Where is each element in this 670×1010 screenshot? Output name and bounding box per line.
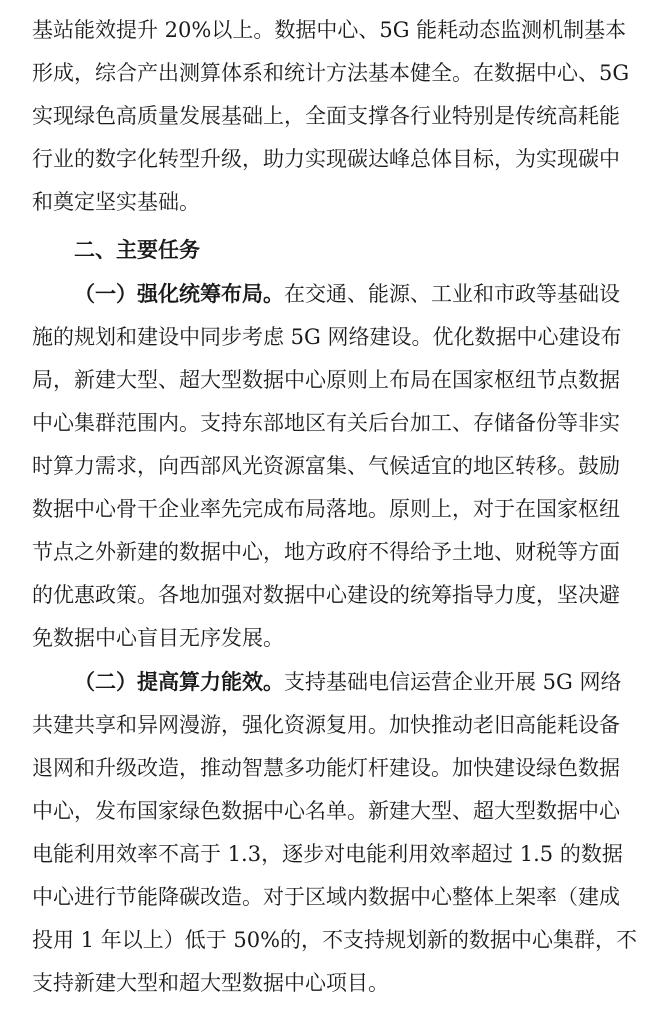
- intro-line: 实现绿色高质量发展基础上，全面支撑各行业特别是传统高耗能: [32, 104, 620, 128]
- intro-line: 和奠定坚实基础。: [32, 190, 200, 214]
- paragraph-first-line: [74, 276, 642, 312]
- paragraph-line: 时算力需求，向西部风光资源富集、气候适宜的地区转移。鼓励: [32, 454, 620, 478]
- paragraph-line: 中心进行节能降碳改造。对于区域内数据中心整体上架率（建成: [32, 885, 620, 909]
- paragraph-line: 中心，发布国家绿色数据中心名单。新建大型、超大型数据中心: [32, 799, 620, 823]
- paragraph-lead: （二）提高算力能效。: [74, 669, 284, 694]
- paragraph-lead: （一）强化统筹布局。: [74, 281, 284, 306]
- intro-line: 基站能效提升 20%以上。数据中心、5G 能耗动态监测机制基本: [32, 18, 627, 42]
- paragraph-text: 支持基础电信运营企业开展 5G 网络: [284, 670, 622, 694]
- paragraph-line: 支持新建大型和超大型数据中心项目。: [32, 971, 389, 995]
- paragraph-line: 中心集群范围内。支持东部地区有关后台加工、存储备份等非实: [32, 411, 620, 435]
- paragraph-line: 共建共享和异网漫游，强化资源复用。加快推动老旧高能耗设备: [32, 713, 620, 737]
- paragraph-line: 节点之外新建的数据中心，地方政府不得给予土地、财税等方面: [32, 540, 620, 564]
- paragraph-text: 在交通、能源、工业和市政等基础设: [284, 282, 620, 306]
- paragraph-first-line: [74, 664, 642, 700]
- paragraph-line: 免数据中心盲目无序发展。: [32, 626, 284, 650]
- paragraph-line: 施的规划和建设中同步考虑 5G 网络建设。优化数据中心建设布: [32, 325, 622, 349]
- paragraph-line: 局，新建大型、超大型数据中心原则上布局在国家枢纽节点数据: [32, 368, 620, 392]
- paragraph-line: 退网和升级改造，推动智慧多功能灯杆建设。加快建设绿色数据: [32, 756, 620, 780]
- section-heading: 二、主要任务: [74, 237, 200, 262]
- paragraph-line: 数据中心骨干企业率先完成布局落地。原则上，对于在国家枢纽: [32, 497, 620, 521]
- intro-line: 行业的数字化转型升级，助力实现碳达峰总体目标，为实现碳中: [32, 147, 620, 171]
- paragraph-line: 投用 1 年以上）低于 50%的，不支持规划新的数据中心集群，不: [32, 928, 638, 952]
- paragraph-line: 电能利用效率不高于 1.3，逐步对电能利用效率超过 1.5 的数据: [32, 842, 623, 866]
- paragraph-line: 的优惠政策。各地加强对数据中心建设的统筹指导力度，坚决避: [32, 583, 620, 607]
- intro-line: 形成，综合产出测算体系和统计方法基本健全。在数据中心、5G: [32, 61, 630, 85]
